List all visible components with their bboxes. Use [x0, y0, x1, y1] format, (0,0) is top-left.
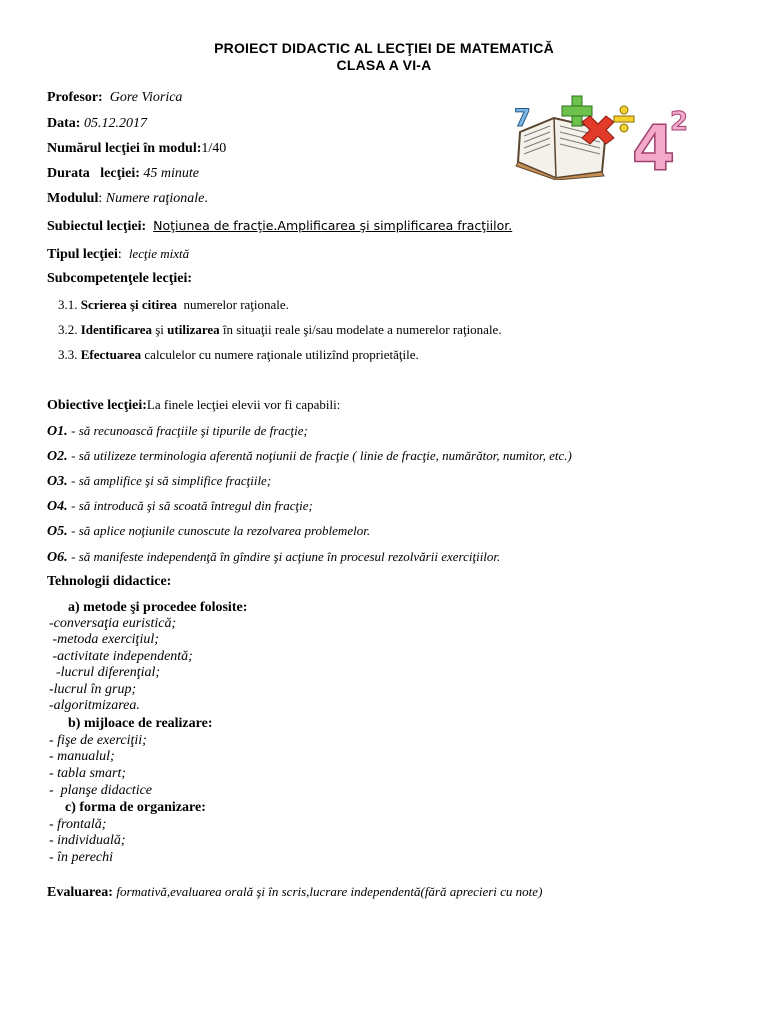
list-item: -conversaţia euristică; [49, 616, 177, 631]
tipul-label: Tipul lecţiei [47, 247, 118, 262]
tehnologii-heading: Tehnologii didactice: [47, 574, 172, 589]
modulul-line: Modulul: Numere raţionale. [47, 191, 208, 206]
svg-text:7: 7 [514, 104, 531, 132]
tipul-value: lecţie mixtă [128, 246, 190, 261]
metode-heading: a) metode şi procedee folosite: [68, 600, 248, 615]
list-item: - individuală; [49, 833, 126, 848]
list-item: -metoda exerciţiul; [49, 632, 159, 647]
nr-lectiei-line [47, 141, 226, 157]
data-label: Data [47, 116, 76, 131]
list-item: - tabla smart; [49, 766, 126, 781]
list-item: -algoritmizarea. [49, 698, 140, 713]
data-line: Data: 05.12.2017 [47, 116, 147, 131]
nr-lectiei-label: Numărul lecţiei în modul: [47, 141, 202, 156]
profesor-label: Profesor: [47, 90, 103, 105]
objective-item: O5. - să aplice noţiunile cunoscute la rezolvarea problemelor. [47, 523, 371, 539]
list-item: - fişe de exerciţii; [49, 733, 147, 748]
durata-value: 45 minute [143, 166, 200, 181]
list-item: -lucrul diferenţial; [49, 665, 161, 680]
svg-text:2: 2 [670, 107, 689, 137]
mijloace-heading: b) mijloace de realizare: [68, 716, 213, 731]
document-subtitle: CLASA A VI-A [336, 57, 432, 73]
data-value: 05.12.2017 [83, 116, 147, 131]
list-item: - în perechi [49, 850, 114, 865]
list-item: -lucrul în grup; [49, 682, 137, 697]
evaluarea-line [47, 884, 542, 901]
subcompetenta-item: 3.2. Identificarea şi utilizarea în situaţii reale şi/sau modelate a numerelor raţionale. [58, 322, 502, 337]
svg-text:4: 4 [632, 112, 676, 180]
evaluarea-value: formativă,evaluarea orală şi în scris,lucrare independentă(fără aprecieri cu note) [116, 884, 543, 899]
durata-label: Durata lecţiei [47, 166, 136, 181]
tipul-line: Tipul lecţiei: lecţie mixtă [47, 246, 190, 262]
nr-lectiei-value: 1/40 [201, 141, 227, 156]
subiectul-label: Subiectul lecţiei: [47, 219, 147, 234]
objective-item: O2. - să utilizeze terminologia aferentă noţiunii de fracţie ( linie de fracţie, numărător, numitor, etc.) [47, 448, 572, 464]
document-title: PROIECT DIDACTIC AL LECŢIEI DE MATEMATICĂ [214, 40, 554, 56]
objective-item: O6. - să manifeste independenţă în gîndire şi acţiune în procesul rezolvării exerciţiilor. [47, 549, 501, 565]
objective-item: O3. - să amplifice şi să simplifice fracţiile; [47, 473, 272, 489]
list-item: -activitate independentă; [49, 649, 193, 664]
list-item: - manualul; [49, 749, 115, 764]
math-book-clipart-icon [514, 92, 692, 180]
modulul-value: Numere raţionale [105, 191, 205, 206]
profesor-value: Gore Viorica [109, 90, 183, 105]
list-item: - planşe didactice [49, 783, 153, 798]
forma-heading: c) forma de organizare: [65, 800, 206, 815]
objective-item: O4. - să introducă şi să scoată întregul din fracţie; [47, 498, 313, 514]
modulul-label: Modulul [47, 191, 99, 206]
subcompetente-heading: Subcompetenţele lecţiei: [47, 271, 193, 286]
subcompetenta-item: 3.1. Scrierea şi citirea numerelor raţionale. [58, 297, 289, 312]
durata-line: Durata lecţiei: 45 minute [47, 166, 200, 181]
objective-item: O1. - să recunoască fracţiile şi tipurile de fracţie; [47, 423, 308, 439]
subiectul-value: Noţiunea de fracţie.Amplificarea şi simplificarea fracţiilor. [153, 218, 513, 233]
list-item: - frontală; [49, 817, 107, 832]
subcompetenta-item: 3.3. Efectuarea calculelor cu numere raţionale utilizînd proprietăţile. [58, 347, 419, 362]
obiective-heading: Obiective lecţiei:La finele lecţiei elevii vor fi capabili: [47, 397, 341, 413]
evaluarea-label: Evaluarea: [47, 885, 113, 900]
subiectul-line [47, 218, 512, 235]
profesor-line [47, 90, 182, 106]
